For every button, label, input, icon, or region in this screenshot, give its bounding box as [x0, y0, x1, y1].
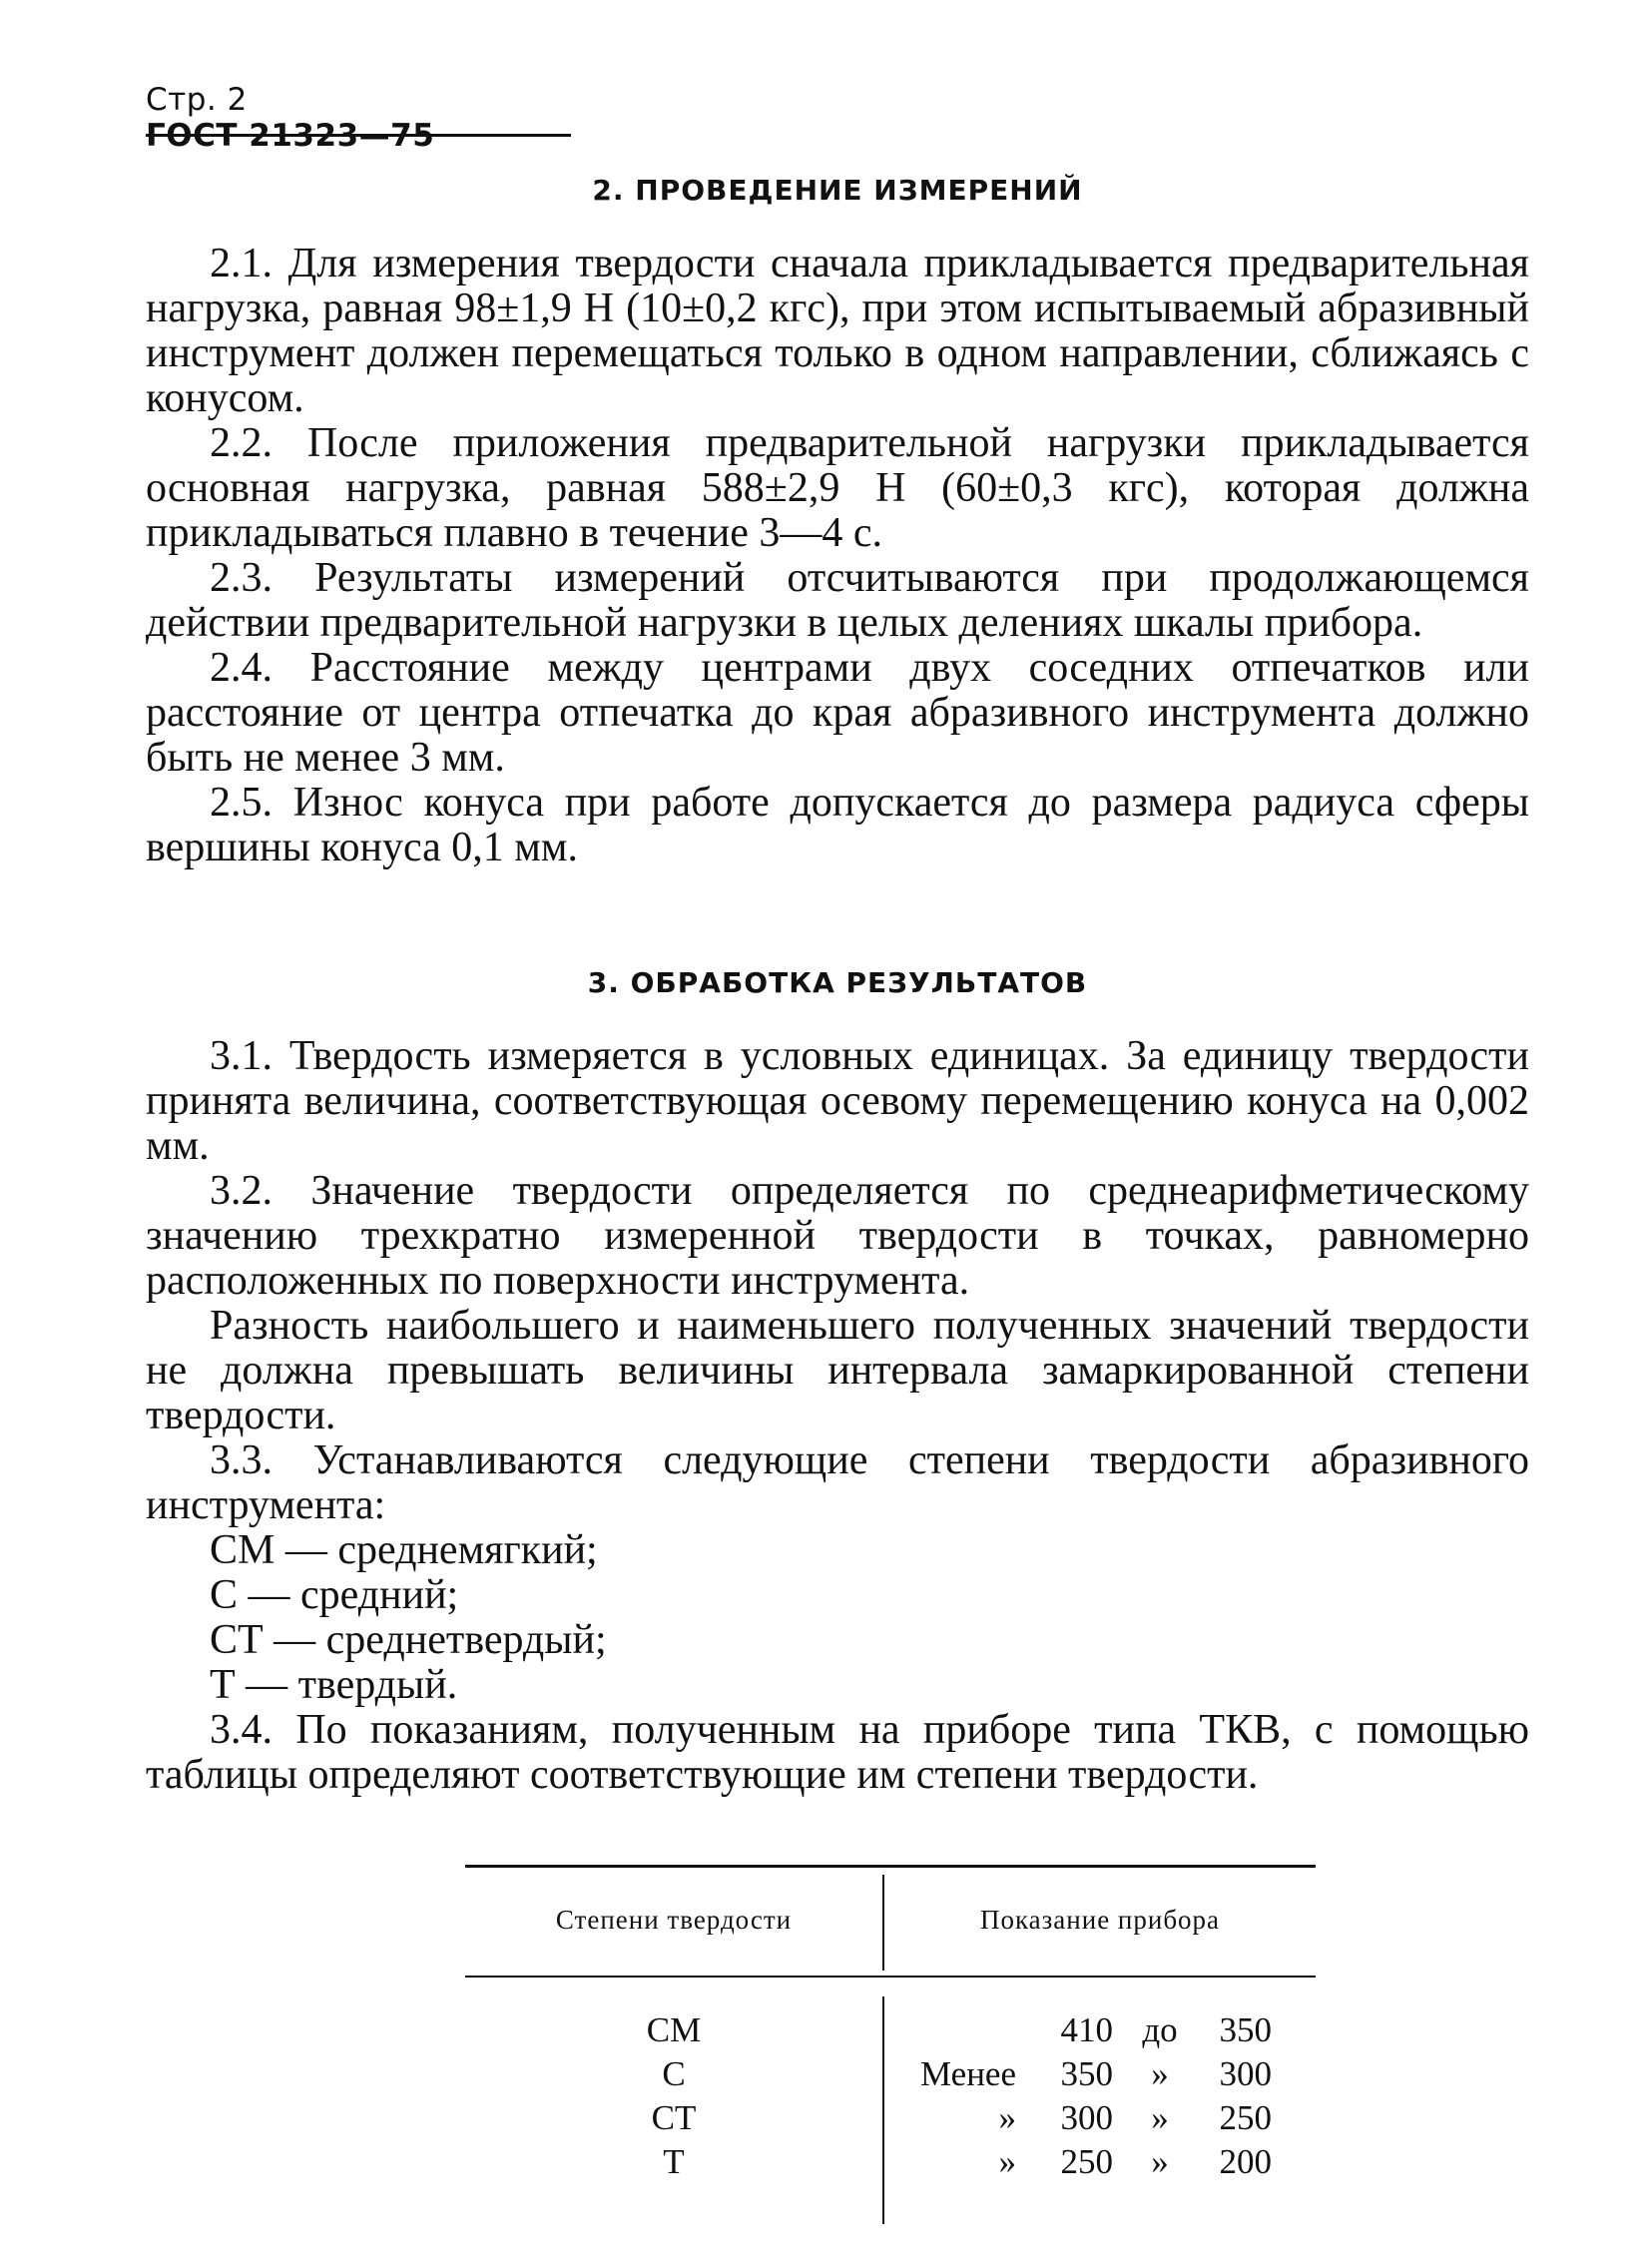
page-header [146, 82, 575, 154]
grade-item: СТ — среднетвердый; [210, 1617, 607, 1663]
table-top-rule [465, 1865, 1316, 1868]
table-header-reading: Показание прибора [979, 1905, 1221, 1935]
table-row [465, 2142, 1316, 2186]
clause-3-2: 3.2. Значение твердости определяется по среднеарифметическому значению трехкратно измеренной твердости в точках, равномерно расположенных по поверхности инструмента. [146, 1168, 1529, 1304]
grade-cell: СТ [651, 2098, 697, 2137]
reading-from: 350 [1060, 2054, 1113, 2093]
section-3-body [146, 1034, 1529, 1798]
section-3-title: 3. ОБРАБОТКА РЕЗУЛЬТАТОВ [587, 966, 1088, 999]
grade-item: СМ — среднемягкий; [210, 1527, 598, 1573]
grade-item: С — средний; [210, 1572, 459, 1618]
reading-sep: до [1142, 2010, 1178, 2049]
table-header-rule [465, 1976, 1316, 1978]
grade-cell: С [662, 2054, 686, 2093]
reading-sep: » [1151, 2142, 1169, 2181]
clause-2-2: 2.2. После приложения предварительной нагрузки прикладывается основная нагрузка, равная 588±2,9 Н (60±0,3 кгс), которая должна прикладываться плавно в течение 3—4 с. [146, 420, 1529, 556]
reading-to: 300 [1219, 2054, 1272, 2093]
table-row [465, 2098, 1316, 2142]
grade-cell: Т [663, 2142, 685, 2181]
section-2-title: 2. ПРОВЕДЕНИЕ ИЗМЕРЕНИЙ [592, 174, 1083, 207]
reading-from: 410 [1060, 2010, 1113, 2049]
clause-3-1: 3.1. Твердость измеряется в условных единицах. За единицу твердости принята величина, соответствующая осевому перемещению конуса на 0,002 мм. [146, 1033, 1529, 1169]
reading-from: 250 [1060, 2142, 1113, 2181]
reading-prefix: » [998, 2098, 1016, 2137]
table-row [465, 2010, 1316, 2054]
grade-cell: СМ [646, 2010, 702, 2049]
reading-to: 200 [1219, 2142, 1272, 2181]
reading-sep: » [1151, 2098, 1169, 2137]
clause-2-3: 2.3. Результаты измерений отсчитываются при продолжающемся действии предварительной нагрузки в целых делениях шкалы прибора. [146, 555, 1529, 646]
standard-number: ГОСТ 21323—75 [146, 118, 435, 154]
header-rule [146, 134, 571, 137]
grade-item: Т — твердый. [210, 1662, 458, 1708]
section-2-body [146, 242, 1529, 870]
clause-3-3: 3.3. Устанавливаются следующие степени твердости абразивного инструмента: [146, 1437, 1529, 1528]
clause-2-4: 2.4. Расстояние между центрами двух соседних отпечатков или расстояние от центра отпечатка до края абразивного инструмента должно быть не менее 3 мм. [146, 645, 1529, 781]
clause-2-1: 2.1. Для измерения твердости сначала прикладывается предварительная нагрузка, равная 98±1,9 Н (10±0,2 кгс), при этом испытываемый абразивный инструмент должен перемещаться только в одном направлении, сближаясь с конусом. [146, 241, 1529, 421]
reading-from: 300 [1060, 2098, 1113, 2137]
clause-3-4: 3.4. По показаниям, полученным на приборе типа ТКВ, с помощью таблицы определяют соответствующие им степени твердости. [146, 1707, 1529, 1798]
reading-prefix: Менее [920, 2054, 1016, 2093]
reading-to: 350 [1219, 2010, 1272, 2049]
reading-to: 250 [1219, 2098, 1272, 2137]
table-row [465, 2054, 1316, 2098]
reading-prefix: » [998, 2142, 1016, 2181]
page-number: Стр. 2 [146, 82, 248, 118]
table-header-grade: Степени твердости [555, 1905, 793, 1935]
reading-sep: » [1151, 2054, 1169, 2093]
clause-2-5: 2.5. Износ конуса при работе допускается до размера радиуса сферы вершины конуса 0,1 мм. [146, 780, 1529, 870]
clause-3-2-note: Разность наибольшего и наименьшего полученных значений твердости не должна превышать величины интервала замаркированной степени твердости. [146, 1303, 1529, 1438]
